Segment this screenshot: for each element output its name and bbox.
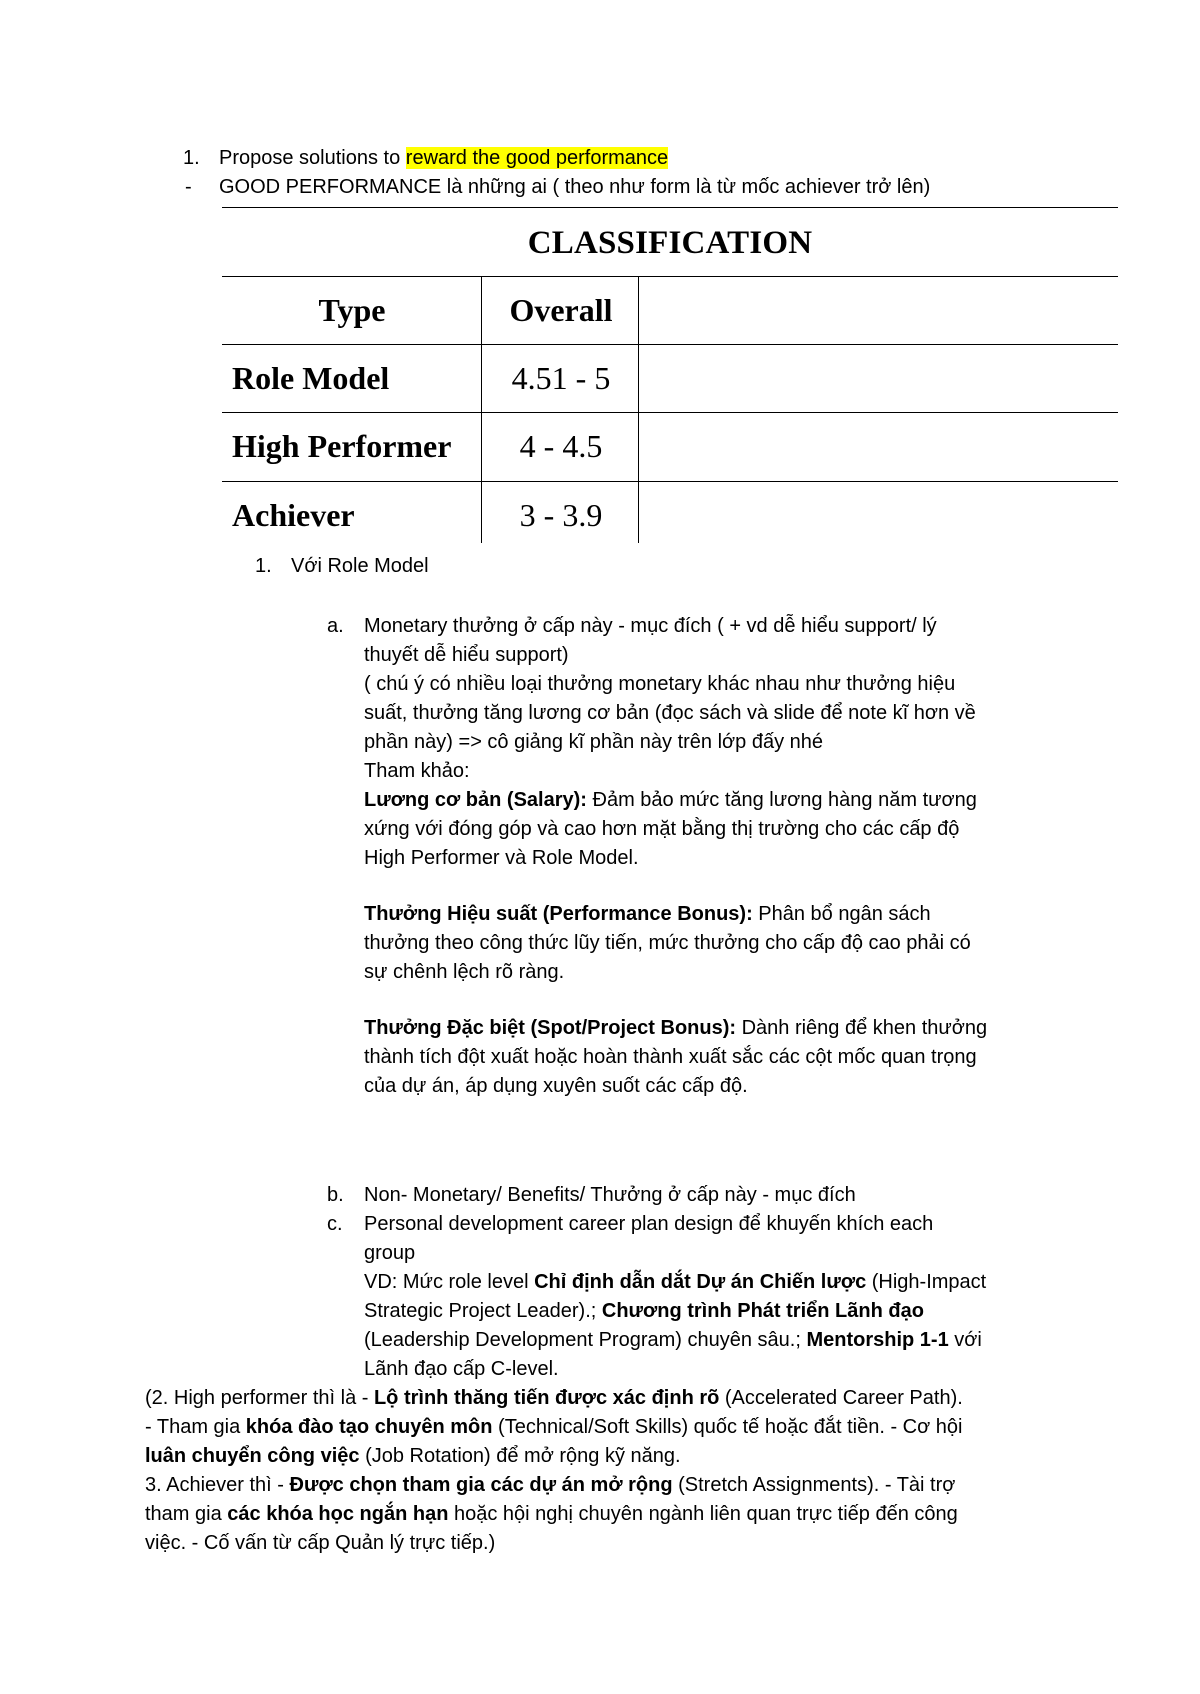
text-line: của dự án, áp dụng xuyên suốt các cấp độ. (364, 1075, 748, 1097)
text-span: (Leadership Development Program) chuyên sâu.; (364, 1329, 807, 1351)
bold-text: khóa đào tạo chuyên môn (245, 1416, 493, 1438)
text-span: Dành riêng để khen thưởng (736, 1017, 988, 1039)
text-span: (Job Rotation) để mở rộng kỹ năng. (359, 1445, 681, 1467)
text-line: ( chú ý có nhiều loại thưởng monetary khác nhau như thưởng hiệu (364, 673, 956, 695)
bold-text: Được chọn tham gia các dự án mở rộng (289, 1474, 673, 1496)
list-number: 1. (183, 147, 200, 169)
bold-text: Chỉ định dẫn dắt Dự án Chiến lược (534, 1271, 867, 1293)
text-line (364, 1268, 986, 1297)
text-line: thưởng theo công thức lũy tiến, mức thưởng cho cấp độ cao phải có (364, 932, 971, 954)
text-line: sự chênh lệch rõ ràng. (364, 961, 565, 983)
row-overall: 4 - 4.5 (519, 428, 603, 464)
bold-text: các khóa học ngắn hạn (227, 1503, 449, 1525)
text-line (145, 1471, 955, 1500)
header-type: Type (318, 292, 386, 328)
text-span: (High-Impact (866, 1271, 987, 1293)
bold-text: Lộ trình thăng tiến được xác định rõ (373, 1387, 720, 1409)
text-line: phần này) => cô giảng kĩ phần này trên lớp đấy nhé (364, 731, 823, 753)
text-span: Phân bổ ngân sách (752, 903, 931, 925)
table-top-rule (222, 207, 1118, 208)
text-line (364, 1297, 924, 1326)
text-span: Đảm bảo mức tăng lương hàng năm tương (586, 789, 977, 811)
text-line: Lãnh đạo cấp C-level. (364, 1358, 559, 1380)
text-line: thành tích đột xuất hoặc hoàn thành xuất sắc các cột mốc quan trọng (364, 1046, 977, 1068)
text-span: (Technical/Soft Skills) quốc tế hoặc đắt tiền. - Cơ hội (492, 1416, 963, 1438)
dash-marker: - (185, 176, 192, 198)
list-number: 1. (255, 555, 272, 577)
text-span: với (948, 1329, 982, 1351)
header-overall: Overall (509, 292, 613, 328)
table-title: CLASSIFICATION (527, 225, 813, 261)
text-line (364, 1326, 982, 1355)
row-type: Achiever (232, 497, 355, 533)
text-span: hoặc hội nghị chuyên ngành liên quan trực tiếp đến công (448, 1503, 958, 1525)
text-line: Non- Monetary/ Benefits/ Thưởng ở cấp này - mục đích (364, 1184, 856, 1206)
section-title: Với Role Model (291, 555, 429, 577)
text-span: (Stretch Assignments). - Tài trợ (672, 1474, 956, 1496)
row-type: High Performer (232, 428, 452, 464)
text-line: group (364, 1242, 416, 1264)
text-span: (2. High performer thì là - (145, 1387, 374, 1409)
heading-text: Propose solutions to (219, 147, 406, 169)
bold-text: Chương trình Phát triển Lãnh đạo (601, 1300, 924, 1322)
row-overall: 3 - 3.9 (519, 497, 603, 533)
classification-table (222, 207, 1118, 543)
text-line (145, 1413, 962, 1442)
text-line: suất, thưởng tăng lương cơ bản (đọc sách và slide để note kĩ hơn về (364, 702, 976, 724)
bold-label: Thưởng Đặc biệt (Spot/Project Bonus): (364, 1017, 737, 1039)
text-line (145, 1442, 681, 1471)
text-line (145, 1384, 963, 1413)
text-span: Strategic Project Leader).; (364, 1300, 602, 1322)
bold-text: luân chuyển công việc (145, 1445, 360, 1467)
text-span: 3. Achiever thì - (145, 1474, 290, 1496)
text-line: xứng với đóng góp và cao hơn mặt bằng thị trường cho các cấp độ (364, 818, 960, 840)
text-span: - Tham gia (145, 1416, 246, 1438)
bold-text: Mentorship 1-1 (806, 1329, 949, 1351)
salary-line (364, 786, 977, 815)
text-line: thuyết dễ hiểu support) (364, 644, 569, 666)
bold-label: Lương cơ bản (Salary): (364, 789, 587, 811)
row-overall: 4.51 - 5 (511, 360, 611, 396)
row-type: Role Model (232, 360, 390, 396)
performance-bonus-line (364, 900, 931, 929)
list-letter: a. (327, 615, 344, 637)
text-span: (Accelerated Career Path). (719, 1387, 963, 1409)
list-letter: b. (327, 1184, 344, 1206)
text-span: tham gia (145, 1503, 228, 1525)
text-line: việc. - Cố vấn từ cấp Quản lý trực tiếp.) (145, 1532, 496, 1554)
text-line (145, 1500, 958, 1529)
good-performance-line: GOOD PERFORMANCE là những ai ( theo như form là từ mốc achiever trở lên) (219, 176, 931, 198)
highlighted-text: reward the good performance (405, 147, 669, 169)
heading-line (219, 144, 668, 173)
bold-label: Thưởng Hiệu suất (Performance Bonus): (364, 903, 753, 925)
text-line: Tham khảo: (364, 760, 470, 782)
text-span: VD: Mức role level (364, 1271, 535, 1293)
spot-bonus-line (364, 1014, 987, 1043)
text-line: High Performer và Role Model. (364, 847, 639, 869)
text-line: Personal development career plan design để khuyến khích each (364, 1213, 934, 1235)
list-letter: c. (327, 1213, 343, 1235)
text-line: Monetary thưởng ở cấp này - mục đích ( + vd dễ hiểu support/ lý (364, 615, 937, 637)
